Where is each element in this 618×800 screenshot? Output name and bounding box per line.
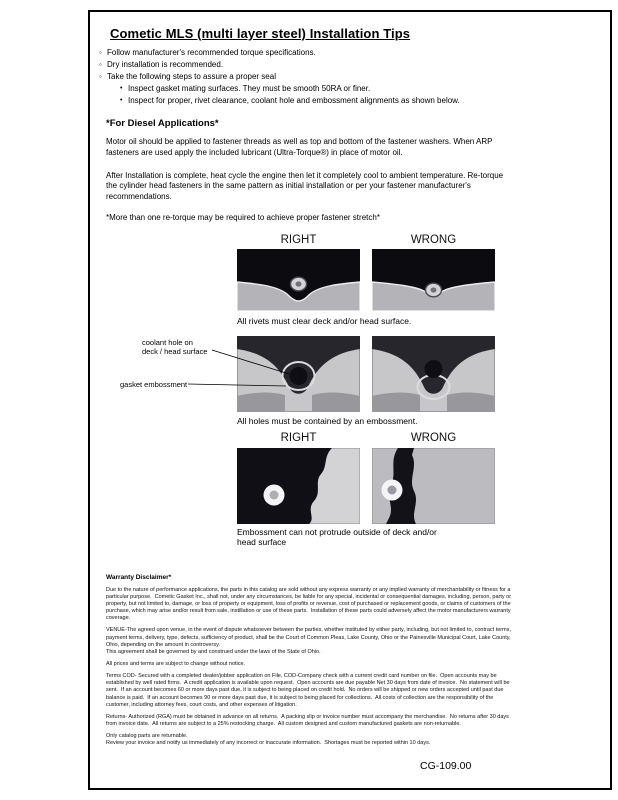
rivet-wrong-diagram: [372, 249, 495, 311]
page-code: CG-109.00: [420, 760, 472, 772]
warranty-paragraph: Review your invoice and notify us immediately of any incorrect or inaccurate information. Shortages must be reported within 10 days.: [106, 740, 431, 747]
warranty-heading: Warranty Disclaimer*: [106, 573, 172, 581]
wrong-heading-row3: WRONG: [410, 431, 457, 444]
coolant-hole-label-line2: deck / head surface: [142, 347, 208, 357]
tip-sub-list: [120, 84, 600, 106]
tip-text: Dry installation is recommended.: [107, 60, 224, 69]
diesel-paragraph-1: Motor oil should be applied to fastener threads as well as top and bottom of the fastener washers. When ARP fasteners are used apply the included lubricant (Ultra-Torque®) in place of motor oil.: [106, 137, 495, 157]
right-heading-row3: RIGHT: [280, 431, 317, 444]
rivet-right-diagram: [237, 249, 360, 311]
tip-text: Take the following steps to assure a proper seal: [107, 72, 276, 81]
diagrams-section: [106, 232, 600, 556]
document-page: [88, 10, 612, 790]
wrong-heading-row1: WRONG: [410, 233, 457, 246]
retorque-note: *More than one re-torque may be required to achieve proper fastener stretch*: [106, 212, 380, 222]
sub-tip-text: Inspect gasket mating surfaces. They must be smooth 50RA or finer.: [128, 84, 371, 93]
warranty-paragraph: This agreement shall be governed by and construed under the laws of the State of Ohio.: [106, 648, 321, 655]
warranty-paragraph: All prices and terms are subject to change without notice.: [106, 661, 246, 668]
warranty-paragraph: Only catalog parts are returnable.: [106, 733, 188, 740]
sub-tip-text: Inspect for proper, rivet clearance, coolant hole and embossment alignments as shown below.: [128, 96, 460, 105]
warranty-paragraph: Terms COD- Secured with a completed dealer/jobber application on File, COD-Company check with a current credit card number on file. Open accounts may be established by well rated firms. A credit application is available upon request. Open accounts are due payable Net 30 days from date of invoice. No statement will be sent. If an account becomes 60 or more days past due, it is subject to being placed on credit hold. No orders will be shipped or new orders accepted until past due balance is paid. If an account becomes 90 or more days past due, it is subject to being placed for collections. All costs of collection are the responsibility of the customer, including attorney fees, court costs, and other expenses of litigation.: [106, 673, 512, 708]
embossment-caption: Embossment can not protrude outside of deck and/or head surface: [237, 526, 437, 548]
tip-item: [99, 48, 600, 58]
rivet-caption: All rivets must clear deck and/or head surface.: [237, 315, 412, 326]
diesel-applications-heading: *For Diesel Applications*: [106, 118, 219, 129]
coolant-wrong-diagram: [372, 336, 495, 412]
coolant-hole-label-line1: coolant hole on: [142, 337, 193, 347]
coolant-caption: All holes must be contained by an embossment.: [237, 415, 418, 426]
embossment-wrong-diagram: [372, 448, 495, 524]
warranty-paragraph: VENUE-The agreed upon venue, in the event of dispute whatsoever between the parties, whether instituted by either party, including, but not limited to, contract terms, payment terms, delivery, type, defects, sufficiency of product, shall be the Court of Common Pleas, Lake County, Ohio or the Painesville Municipal Court, Lake County, Ohio, depending on the amount in controversy.: [106, 627, 513, 648]
sub-tip-item: [120, 84, 600, 94]
right-heading-row1: RIGHT: [280, 233, 317, 246]
warranty-paragraph: Due to the nature of performance applications, the parts in this catalog are sold without any express warranty or any implied warranty of merchantability or fitness for a particular purpose. Cometic Gasket Inc., shall not, under any circumstances, be liable for any special, incidental or consequential damages, including, person, party or property, but not limited to, damage, or loss of property or equipment, loss of profits or revenue, cost of purchased or replacement goods, or claims of customers of the purchase, which may arise and/or result from sale, instillation or use of these parts. Installation of these parts could adversely affect the motor manufacturers warranty coverage.: [106, 586, 513, 622]
tip-item: [99, 72, 600, 106]
installation-tips-list: [99, 48, 600, 106]
embossment-right-diagram: [237, 448, 360, 524]
warranty-paragraph: Returns- Authorized (RGA) must be obtained in advance on all returns. A packing slip or invoice number must accompany the merchandise. No returns after 30 days from invoice date. All returns are subject to a 25% restocking charge. All custom designed and custom manufactured gaskets are non-returnable.: [106, 713, 511, 728]
sub-tip-item: [120, 96, 600, 106]
warranty-section: [106, 574, 516, 748]
tip-item: [99, 60, 600, 70]
tip-text: Follow manufacturer's recommended torque specifications.: [107, 48, 316, 57]
page-title: Cometic MLS (multi layer steel) Installation Tips: [110, 26, 411, 41]
diesel-paragraph-2: After Installation is complete, heat cycle the engine then let it completely cool to ambient temperature. Re-torque the cylinder head fasteners in the same pattern as initial installation or per your fastener manufacturer's recommendations.: [106, 170, 506, 202]
gasket-embossment-label: gasket embossment: [120, 379, 188, 389]
coolant-hole-label: [142, 338, 222, 357]
coolant-right-diagram: [237, 336, 360, 412]
